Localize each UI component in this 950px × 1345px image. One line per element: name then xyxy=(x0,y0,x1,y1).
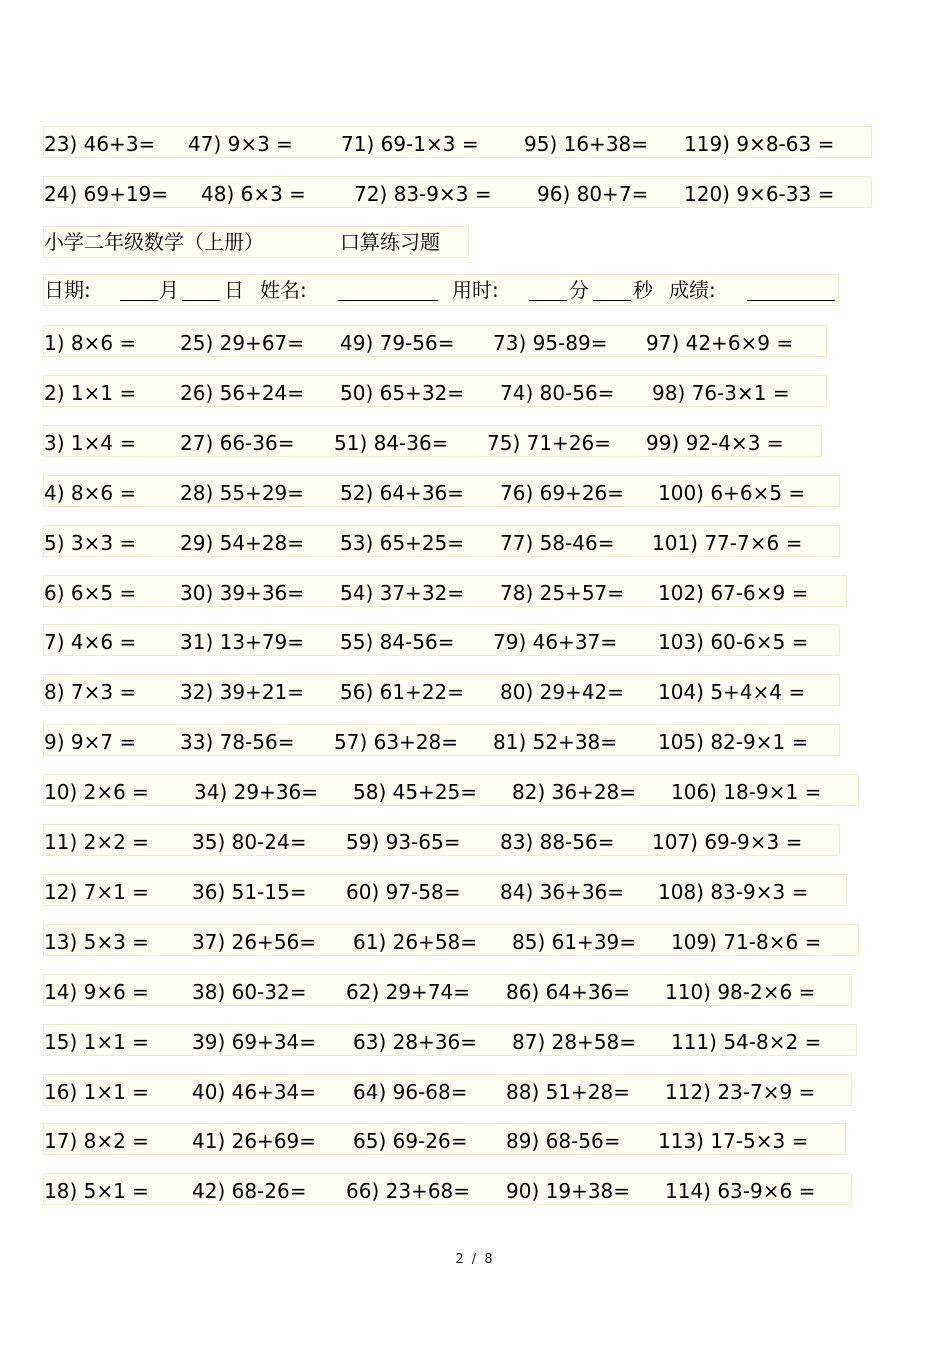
problem-cell: 30) 39+36= xyxy=(180,580,305,605)
problem-row xyxy=(43,1024,857,1056)
problem-row xyxy=(43,774,859,806)
month-blank[interactable] xyxy=(120,300,158,301)
problem-cell: 86) 64+36= xyxy=(506,979,631,1004)
problem-row xyxy=(43,1074,852,1106)
problem-cell: 113) 17-5×3 = xyxy=(658,1129,809,1154)
problem-cell: 82) 36+28= xyxy=(512,780,637,805)
problem-cell: 88) 51+28= xyxy=(506,1079,631,1104)
student-info-row xyxy=(43,274,839,306)
problem-cell: 101) 77-7×6 = xyxy=(652,530,803,555)
problem-cell: 61) 26+58= xyxy=(353,929,478,954)
problem-cell: 27) 66-36= xyxy=(180,430,295,455)
problem-cell: 72) 83-9×3 = xyxy=(354,182,492,206)
problem-cell: 62) 29+74= xyxy=(346,979,471,1004)
problem-cell: 24) 69+19= xyxy=(44,182,169,206)
problem-cell: 12) 7×1 = xyxy=(44,879,149,904)
problem-cell: 25) 29+67= xyxy=(180,331,305,355)
problem-row-24 xyxy=(43,176,872,208)
problem-cell: 41) 26+69= xyxy=(192,1129,317,1154)
problem-cell: 80) 29+42= xyxy=(500,680,625,705)
problem-row xyxy=(43,475,840,507)
problem-cell: 77) 58-46= xyxy=(500,530,615,555)
problem-cell: 95) 16+38= xyxy=(524,132,649,156)
problem-cell: 15) 1×1 = xyxy=(44,1029,149,1054)
problem-cell: 9) 9×7 = xyxy=(44,730,137,755)
problem-cell: 55) 84-56= xyxy=(340,630,455,655)
problem-cell: 103) 60-6×5 = xyxy=(658,630,809,655)
problem-cell: 42) 68-26= xyxy=(192,1179,307,1204)
problem-cell: 119) 9×8-63 = xyxy=(684,132,835,156)
problem-cell: 32) 39+21= xyxy=(180,680,305,705)
problem-cell: 39) 69+34= xyxy=(192,1029,317,1054)
problem-cell: 7) 4×6 = xyxy=(44,630,137,655)
problem-cell: 108) 83-9×3 = xyxy=(658,879,809,904)
problem-cell: 99) 92-4×3 = xyxy=(646,430,784,455)
problem-cell: 110) 98-2×6 = xyxy=(665,979,816,1004)
problem-row xyxy=(43,924,859,956)
problem-row xyxy=(43,525,840,557)
problem-cell: 74) 80-56= xyxy=(500,380,615,405)
problem-row xyxy=(43,624,840,656)
problem-cell: 38) 60-32= xyxy=(192,979,307,1004)
problem-cell: 81) 52+38= xyxy=(493,730,618,755)
problem-cell: 36) 51-15= xyxy=(192,879,307,904)
problem-cell: 8) 7×3 = xyxy=(44,680,137,705)
problem-cell: 84) 36+36= xyxy=(500,879,625,904)
problem-cell: 105) 82-9×1 = xyxy=(658,730,809,755)
problem-row xyxy=(43,1173,852,1205)
problem-cell: 48) 6×3 = xyxy=(201,182,306,206)
month-label: 月 xyxy=(159,278,179,302)
problem-cell: 23) 46+3= xyxy=(44,132,156,156)
problem-row xyxy=(43,575,847,607)
problem-cell: 106) 18-9×1 = xyxy=(671,780,822,805)
problem-cell: 104) 5+4×4 = xyxy=(658,680,806,705)
problem-cell: 35) 80-24= xyxy=(192,830,307,854)
problem-cell: 83) 88-56= xyxy=(500,830,615,854)
problem-cell: 5) 3×3 = xyxy=(44,530,137,555)
second-blank[interactable] xyxy=(593,300,631,301)
problem-cell: 66) 23+68= xyxy=(346,1179,471,1204)
problem-cell: 1) 8×6 = xyxy=(44,331,137,355)
problem-cell: 73) 95-89= xyxy=(493,331,608,355)
problem-cell: 51) 84-36= xyxy=(334,430,449,455)
problem-cell: 64) 96-68= xyxy=(353,1079,468,1104)
problem-cell: 18) 5×1 = xyxy=(44,1179,149,1204)
problem-row xyxy=(43,874,847,906)
day-label: 日 xyxy=(224,278,244,302)
problem-cell: 65) 69-26= xyxy=(353,1129,468,1154)
problem-cell: 40) 46+34= xyxy=(192,1079,317,1104)
problem-row xyxy=(43,375,827,407)
problem-cell: 78) 25+57= xyxy=(500,580,625,605)
problem-row xyxy=(43,1123,846,1155)
problem-cell: 111) 54-8×2 = xyxy=(671,1029,822,1054)
problem-cell: 37) 26+56= xyxy=(192,929,317,954)
problem-cell: 29) 54+28= xyxy=(180,530,305,555)
problem-cell: 59) 93-65= xyxy=(346,830,461,854)
day-blank[interactable] xyxy=(182,300,220,301)
problem-cell: 34) 29+36= xyxy=(194,780,319,805)
problem-cell: 50) 65+32= xyxy=(340,380,465,405)
problem-cell: 63) 28+36= xyxy=(353,1029,478,1054)
problem-cell: 2) 1×1 = xyxy=(44,380,137,405)
minute-label: 分 xyxy=(569,278,589,302)
problem-cell: 26) 56+24= xyxy=(180,380,305,405)
problem-cell: 96) 80+7= xyxy=(537,182,649,206)
problem-cell: 100) 6+6×5 = xyxy=(658,480,806,505)
problem-cell: 54) 37+32= xyxy=(340,580,465,605)
problem-row-23 xyxy=(43,126,872,158)
minute-blank[interactable] xyxy=(529,300,567,301)
problem-row xyxy=(43,974,852,1006)
problem-cell: 56) 61+22= xyxy=(340,680,465,705)
name-blank[interactable] xyxy=(338,300,438,301)
problem-cell: 28) 55+29= xyxy=(180,480,305,505)
second-label: 秒 xyxy=(633,278,653,302)
score-label: 成绩: xyxy=(669,278,716,302)
problem-cell: 79) 46+37= xyxy=(493,630,618,655)
problem-cell: 112) 23-7×9 = xyxy=(665,1079,816,1104)
problem-cell: 16) 1×1 = xyxy=(44,1079,149,1104)
problem-cell: 13) 5×3 = xyxy=(44,929,149,954)
problem-cell: 11) 2×2 = xyxy=(44,830,149,854)
problem-cell: 60) 97-58= xyxy=(346,879,461,904)
problem-cell: 97) 42+6×9 = xyxy=(646,331,794,355)
problem-cell: 102) 67-6×9 = xyxy=(658,580,809,605)
problem-cell: 120) 9×6-33 = xyxy=(684,182,835,206)
problem-cell: 89) 68-56= xyxy=(506,1129,621,1154)
problem-cell: 53) 65+25= xyxy=(340,530,465,555)
problem-cell: 90) 19+38= xyxy=(506,1179,631,1204)
problem-row xyxy=(43,325,827,357)
problem-cell: 87) 28+58= xyxy=(512,1029,637,1054)
problem-cell: 10) 2×6 = xyxy=(44,780,149,805)
problem-cell: 6) 6×5 = xyxy=(44,580,137,605)
date-label: 日期: xyxy=(44,278,91,302)
problem-cell: 107) 69-9×3 = xyxy=(652,830,803,854)
problem-cell: 98) 76-3×1 = xyxy=(652,380,790,405)
problem-cell: 71) 69-1×3 = xyxy=(341,132,479,156)
problem-cell: 114) 63-9×6 = xyxy=(665,1179,816,1204)
problem-cell: 58) 45+25= xyxy=(353,780,478,805)
problem-cell: 76) 69+26= xyxy=(500,480,625,505)
problem-cell: 33) 78-56= xyxy=(180,730,295,755)
problem-cell: 3) 1×4 = xyxy=(44,430,137,455)
problem-cell: 85) 61+39= xyxy=(512,929,637,954)
name-label: 姓名: xyxy=(260,278,307,302)
problem-cell: 52) 64+36= xyxy=(340,480,465,505)
problem-cell: 14) 9×6 = xyxy=(44,979,149,1004)
problem-cell: 57) 63+28= xyxy=(334,730,459,755)
score-blank[interactable] xyxy=(747,300,835,301)
problem-cell: 47) 9×3 = xyxy=(188,132,293,156)
problem-cell: 75) 71+26= xyxy=(487,430,612,455)
problem-row xyxy=(43,674,840,706)
problem-cell: 109) 71-8×6 = xyxy=(671,929,822,954)
page-title: 小学二年级数学（上册） xyxy=(44,230,264,254)
problem-cell: 17) 8×2 = xyxy=(44,1129,149,1154)
page-subtitle: 口算练习题 xyxy=(340,230,440,254)
time-label: 用时: xyxy=(452,278,499,302)
worksheet-title xyxy=(43,226,469,258)
problem-cell: 31) 13+79= xyxy=(180,630,305,655)
problem-cell: 49) 79-56= xyxy=(340,331,455,355)
problem-row xyxy=(43,824,840,856)
problem-cell: 4) 8×6 = xyxy=(44,480,137,505)
problem-row xyxy=(43,724,840,756)
page-indicator: 2 / 8 xyxy=(455,1252,495,1267)
problem-row xyxy=(43,425,822,457)
